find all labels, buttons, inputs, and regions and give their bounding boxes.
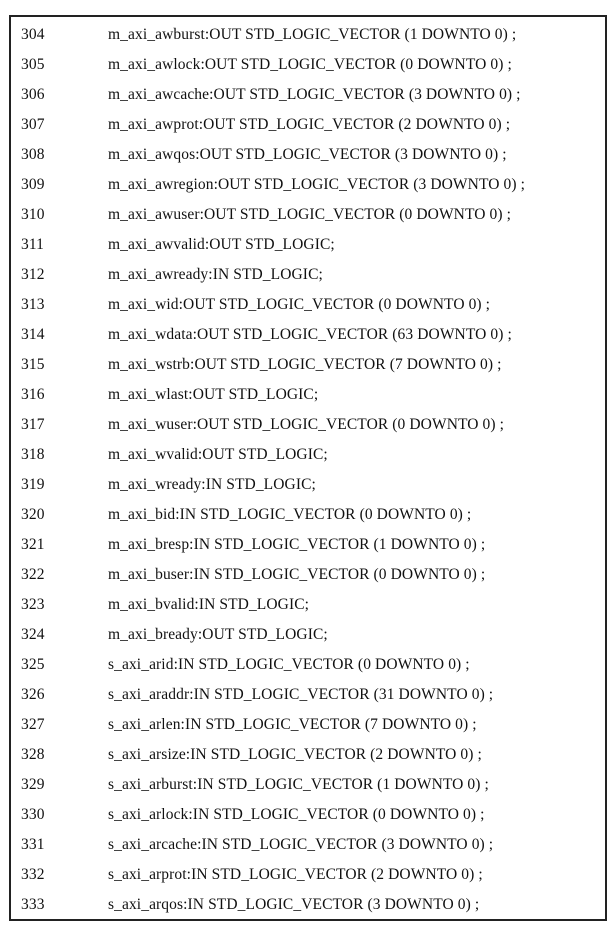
code-text: m_axi_wdata:OUT STD_LOGIC_VECTOR (63 DOWNTO 0) ; [108,326,512,343]
code-text: m_axi_awvalid:OUT STD_LOGIC; [108,236,335,253]
line-number: 322 [21,566,45,583]
code-line [11,110,605,140]
code-text: m_axi_awuser:OUT STD_LOGIC_VECTOR (0 DOWNTO 0) ; [108,206,512,223]
code-line [11,170,605,200]
line-number: 326 [21,686,45,703]
code-line [11,80,605,110]
line-number: 307 [21,116,45,133]
code-text: s_axi_arburst:IN STD_LOGIC_VECTOR (1 DOWNTO 0) ; [108,776,489,793]
code-text: m_axi_bid:IN STD_LOGIC_VECTOR (0 DOWNTO 0) ; [108,506,472,523]
code-text: s_axi_arcache:IN STD_LOGIC_VECTOR (3 DOWNTO 0) ; [108,836,494,853]
line-number: 308 [21,146,45,163]
code-text: m_axi_awqos:OUT STD_LOGIC_VECTOR (3 DOWNTO 0) ; [108,146,507,163]
code-line [11,530,605,560]
line-number: 325 [21,656,45,673]
code-line [11,800,605,830]
code-text: s_axi_arqos:IN STD_LOGIC_VECTOR (3 DOWNTO 0) ; [108,896,480,913]
line-number: 319 [21,476,45,493]
line-number: 313 [21,296,45,313]
code-line [11,470,605,500]
line-number: 320 [21,506,45,523]
line-number: 304 [21,26,45,43]
code-line [11,590,605,620]
code-text: m_axi_awlock:OUT STD_LOGIC_VECTOR (0 DOWNTO 0) ; [108,56,512,73]
code-line [11,740,605,770]
code-line [11,440,605,470]
code-text: s_axi_arid:IN STD_LOGIC_VECTOR (0 DOWNTO 0) ; [108,656,470,673]
code-text: m_axi_wuser:OUT STD_LOGIC_VECTOR (0 DOWNTO 0) ; [108,416,505,433]
code-line [11,830,605,860]
code-text: m_axi_awburst:OUT STD_LOGIC_VECTOR (1 DOWNTO 0) ; [108,26,517,43]
code-text: m_axi_bvalid:IN STD_LOGIC; [108,596,310,613]
code-text: m_axi_bready:OUT STD_LOGIC; [108,626,328,643]
code-text: m_axi_wlast:OUT STD_LOGIC; [108,386,319,403]
code-text: s_axi_arlock:IN STD_LOGIC_VECTOR (0 DOWNTO 0) ; [108,806,485,823]
code-line [11,320,605,350]
code-line [11,680,605,710]
code-line [11,620,605,650]
code-line [11,20,605,50]
code-line [11,380,605,410]
code-text: m_axi_awready:IN STD_LOGIC; [108,266,323,283]
code-text: m_axi_awprot:OUT STD_LOGIC_VECTOR (2 DOWNTO 0) ; [108,116,511,133]
code-text: m_axi_bresp:IN STD_LOGIC_VECTOR (1 DOWNTO 0) ; [108,536,486,553]
code-line [11,650,605,680]
code-text: m_axi_wready:IN STD_LOGIC; [108,476,316,493]
line-number: 330 [21,806,45,823]
code-text: m_axi_buser:IN STD_LOGIC_VECTOR (0 DOWNTO 0) ; [108,566,486,583]
line-number: 318 [21,446,45,463]
code-line [11,200,605,230]
line-number: 328 [21,746,45,763]
code-line [11,230,605,260]
code-line [11,50,605,80]
code-line [11,140,605,170]
line-number: 310 [21,206,45,223]
code-text: m_axi_awcache:OUT STD_LOGIC_VECTOR (3 DOWNTO 0) ; [108,86,521,103]
code-text: s_axi_arsize:IN STD_LOGIC_VECTOR (2 DOWNTO 0) ; [108,746,482,763]
code-line [11,560,605,590]
line-number: 329 [21,776,45,793]
code-listing-frame [9,15,607,921]
line-number: 331 [21,836,45,853]
code-line [11,260,605,290]
code-text: s_axi_arlen:IN STD_LOGIC_VECTOR (7 DOWNTO 0) ; [108,716,477,733]
code-text: m_axi_wid:OUT STD_LOGIC_VECTOR (0 DOWNTO 0) ; [108,296,491,313]
code-text: m_axi_wvalid:OUT STD_LOGIC; [108,446,328,463]
line-number: 317 [21,416,45,433]
line-number: 324 [21,626,45,643]
line-number: 332 [21,866,45,883]
code-line [11,890,605,920]
code-text: s_axi_araddr:IN STD_LOGIC_VECTOR (31 DOWNTO 0) ; [108,686,494,703]
code-text: m_axi_wstrb:OUT STD_LOGIC_VECTOR (7 DOWNTO 0) ; [108,356,502,373]
line-number: 305 [21,56,45,73]
line-number: 314 [21,326,45,343]
code-line [11,290,605,320]
line-number: 306 [21,86,45,103]
line-number: 315 [21,356,45,373]
line-number: 333 [21,896,45,913]
code-line [11,500,605,530]
code-line [11,710,605,740]
code-line [11,770,605,800]
line-number: 321 [21,536,45,553]
line-number: 309 [21,176,45,193]
line-number: 316 [21,386,45,403]
code-line [11,860,605,890]
code-line [11,350,605,380]
line-number: 311 [21,236,44,253]
code-text: s_axi_arprot:IN STD_LOGIC_VECTOR (2 DOWNTO 0) ; [108,866,483,883]
line-number: 327 [21,716,45,733]
code-text: m_axi_awregion:OUT STD_LOGIC_VECTOR (3 DOWNTO 0) ; [108,176,525,193]
code-line [11,410,605,440]
line-number: 323 [21,596,45,613]
line-number: 312 [21,266,45,283]
